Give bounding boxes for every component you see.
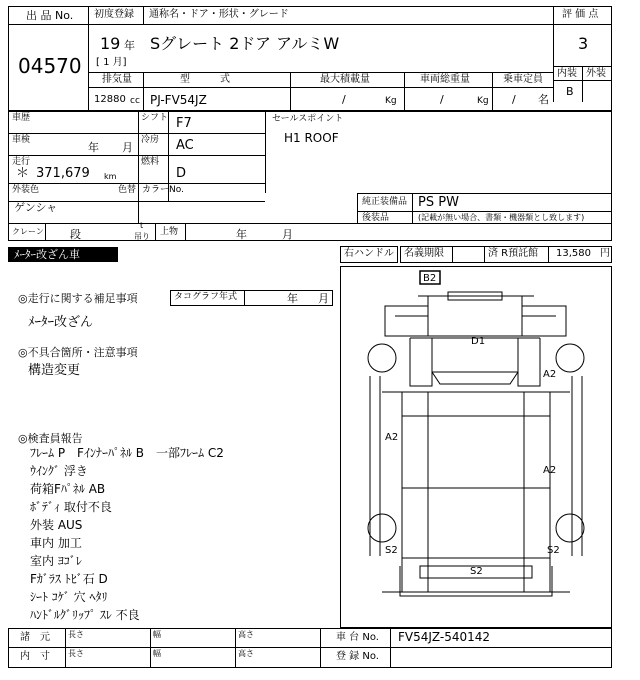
shift-value: F7 [176,116,192,131]
fuel-label: 燃料 [141,157,160,167]
inspector-line: ﾎﾞﾃﾞｨ 取付不良 [30,500,112,514]
recycle-label: 済 R預託館 [488,248,539,259]
sales-point-value: H1 ROOF [284,131,339,145]
inspector-line: 室内 ﾖｺﾞﾚ [30,554,82,568]
car-name: Sグレート 2ドア アルミW [150,34,340,53]
tachograph-year: 年 [287,292,298,305]
height-label-2: 高さ [238,649,254,658]
displacement-label: 排気量 [102,74,132,85]
equipment-value: PS PW [418,195,459,210]
meter-tampered-text: ﾒｰﾀｰ改ざん車 [14,248,80,261]
capacity-label: 乗車定員 [503,74,543,85]
color-code-label: 色替 [118,185,137,195]
inspection-year-unit: 年 [88,141,99,154]
length-label: 長さ [68,630,84,639]
crane-ton: t [140,221,144,230]
ac-value: AC [176,138,194,153]
mileage-star: ＊ [16,166,30,181]
first-reg-month: [ 1 月] [96,57,127,68]
crane-stage: 段 [70,228,81,241]
equipment-label: 純正装備品 [362,197,408,207]
model-label: 型 式 [180,74,230,85]
exterior-label: 外装 [586,68,606,79]
interior-label: 内装 [557,68,577,79]
max-load-label: 最大積載量 [320,74,370,85]
inspector-line: ｳｲﾝｸﾞ 浮き [30,464,88,478]
diagram-s2-right: S2 [547,545,560,556]
upper-label: 上物 [160,227,179,237]
diagram-s2-bottom: S2 [470,566,483,577]
defects-header: ◎不具合箇所・注意事項 [18,346,138,359]
inspector-line: ﾌﾚｰﾑ P Fｲﾝﾅｰﾊﾟﾈﾙ B 一部ﾌﾚｰﾑ C2 [30,446,224,460]
mileage-value: 371,679 [36,166,90,181]
capacity-unit: 名 [538,93,549,106]
crane-label: クレーン [12,227,44,236]
lot-number: 04570 [18,54,82,78]
reg-label: 登 録 No. [336,651,379,662]
inspector-header: ◎検査員報告 [18,432,83,445]
inspection-label: 車検 [12,135,31,145]
chassis-value: FV54JZ-540142 [398,630,491,644]
score-label: 評 価 点 [562,9,599,20]
interior-dim-label: 内 寸 [20,651,50,662]
length-label-2: 長さ [68,649,84,658]
registration-label: 名義期限 [404,248,444,259]
color-no-label: カラーNo. [142,185,184,195]
recycle-amount: 13,580 [556,248,591,259]
interior-score: B [566,85,574,98]
name-label: 通称名・ドア・形状・グレード [149,9,289,20]
diagram-a2-left: A2 [385,432,399,443]
diagram-s2-left: S2 [385,545,398,556]
cc-unit: cc [130,96,140,106]
steering-value: 右ハンドル [344,248,394,259]
kg-unit-2: Kg [477,96,489,106]
shift-label: シフト [141,113,169,123]
width-label-2: 幅 [153,649,161,658]
mileage-label: 走行 [12,157,31,167]
size-label: 諸 元 [20,632,50,643]
diagram-d1: D1 [471,336,486,347]
km-unit: km [104,172,117,181]
diagram-b2: B2 [423,273,437,284]
inspector-line: 車内 加工 [30,536,82,550]
fuel-value: D [176,166,187,181]
driving-note: ﾒｰﾀｰ改ざん [28,315,94,330]
kg-unit-1: Kg [385,96,397,106]
color-value: ゲンシャ [14,201,58,214]
sales-point-label: セールスポイント [272,114,344,124]
tachograph-label: タコグラフ年式 [174,292,238,302]
defects-note: 構造変更 [28,363,81,378]
inspector-line: Fｶﾞﾗｽ ﾄﾋﾞ石 D [30,572,108,586]
first-reg-year: 19 [100,34,121,53]
inspector-line: ﾊﾝﾄﾞﾙｸﾞﾘｯﾌﾟ ｽﾚ 不良 [30,608,140,622]
inspector-line: ｼｰﾄ ｺｹﾞ 穴 ﾍﾀﾘ [30,590,108,604]
recycle-unit: 円 [600,248,610,259]
crane-lift: 吊り [134,232,150,241]
diagram-a2-right-top: A2 [543,369,557,380]
chassis-label: 車 台 No. [336,632,379,643]
width-label: 幅 [153,630,161,639]
aftermarket-label: 後装品 [362,213,390,223]
upper-year: 年 [236,228,247,241]
first-reg-year-unit: 年 [124,39,135,52]
color-label: 外装色 [12,185,40,195]
upper-month: 月 [282,228,293,241]
gross-value: / [440,93,444,106]
driving-header: ◎走行に関する補足事項 [18,292,138,305]
aftermarket-note: (記載が無い場合、書類・機器類とし致します) [418,213,585,222]
max-load-value: / [342,93,346,106]
meter-tampered-banner [8,247,118,262]
first-reg-label: 初度登録 [94,9,134,20]
tachograph-month: 月 [318,292,329,305]
lot-label: 出 品 No. [26,9,74,22]
capacity-value: / [512,93,516,106]
inspection-month-unit: 月 [122,141,133,154]
inspector-line: 荷箱Fﾊﾟﾈﾙ AB [30,482,106,496]
height-label: 高さ [238,630,254,639]
inspector-line: 外装 AUS [30,518,83,532]
ac-label: 冷房 [141,135,160,145]
diagram-a2-right-mid: A2 [543,465,557,476]
displacement-value: 12880 [94,94,126,105]
model-value: PJ-FV54JZ [150,93,207,107]
gross-label: 車両総重量 [420,74,470,85]
score-value: 3 [578,34,589,53]
history-label: 車歴 [12,113,31,123]
footer-frame [8,628,612,668]
